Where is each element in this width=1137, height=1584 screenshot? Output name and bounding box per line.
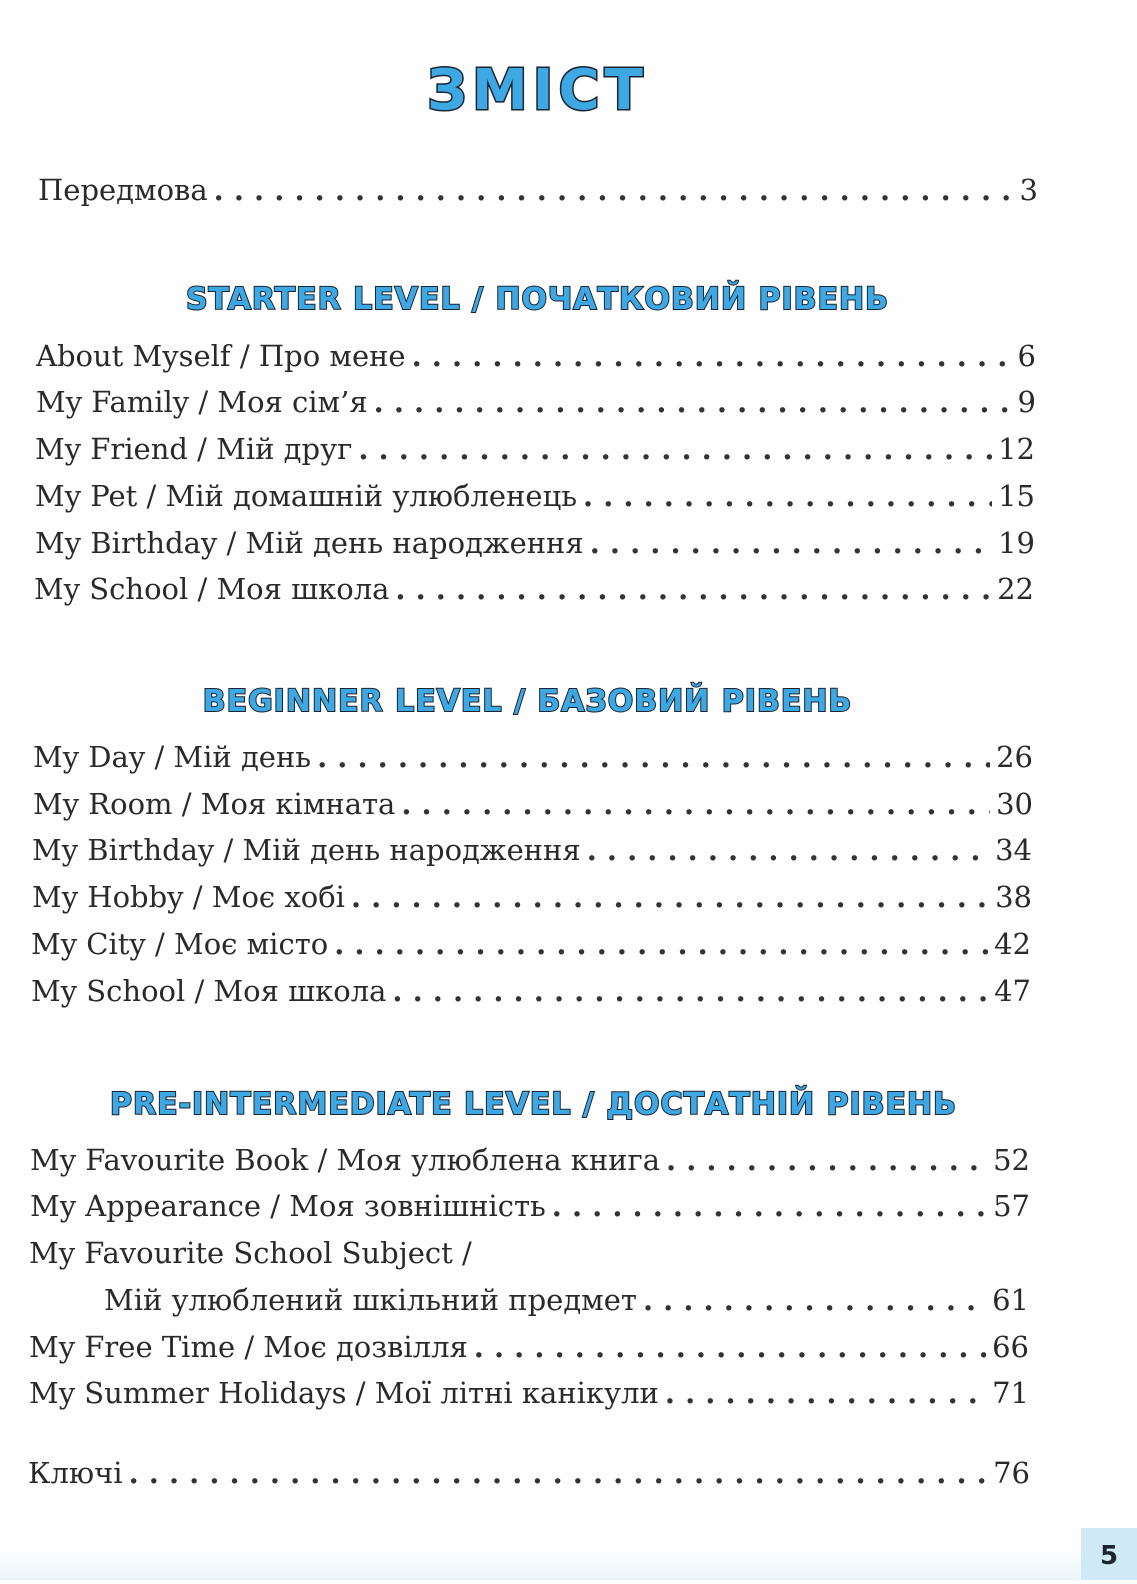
toc-entry-first-line[interactable]: My Favourite School Subject / [29,1236,472,1270]
toc-entry-page: 61 [992,1283,1029,1317]
dot-leader [214,170,1014,210]
toc-entry-text: My Room / Моя кімната [33,787,396,821]
toc-entry-text: My Appearance / Моя зовнішність [30,1189,546,1223]
dot-leader [374,382,1012,422]
toc-entry[interactable] [31,971,1031,1011]
dot-leader [552,1186,987,1226]
toc-entry[interactable] [31,924,1031,964]
dot-leader [583,476,992,516]
dot-leader [666,1140,987,1180]
toc-entry-page: 47 [994,974,1031,1008]
toc-entry-page: 19 [998,526,1035,560]
toc-entry-text: My City / Моє місто [31,927,329,961]
toc-entry-text: My School / Моя школа [34,572,390,606]
dot-leader [334,924,988,964]
toc-entry-text: My Hobby / Моє хобі [32,880,345,914]
toc-entry-page: 6 [1017,339,1036,373]
toc-entry[interactable] [35,476,1035,516]
dot-leader [392,971,988,1011]
toc-entry[interactable] [36,382,1036,422]
dot-leader [351,877,989,917]
toc-entry[interactable] [35,523,1035,563]
dot-leader [317,737,990,777]
toc-entry-text: My Family / Моя сім’я [36,385,368,419]
dot-leader [401,784,990,824]
toc-entry-page: 30 [996,787,1033,821]
toc-entry[interactable] [35,429,1035,469]
section-heading-starter: STARTER LEVEL / ПОЧАТКОВИЙ РІВЕНЬ [185,282,890,317]
toc-entry[interactable] [33,784,1033,824]
dot-leader [643,1280,986,1320]
toc-entry[interactable] [32,830,1032,870]
page-title: ЗМІСТ [427,58,648,123]
toc-entry-text: My Birthday / Мій день народження [32,833,581,867]
dot-leader [412,336,1012,376]
toc-entry-page: 57 [993,1189,1030,1223]
section-heading-beginner: BEGINNER LEVEL / БАЗОВИЙ РІВЕНЬ [202,684,853,719]
page-number: 5 [1081,1528,1137,1580]
toc-entry-page: 26 [996,740,1033,774]
toc-entry-text: My Pet / Мій домашній улюбленець [35,479,578,513]
toc-entry-text: My School / Моя школа [31,974,387,1008]
toc-entry-page: 34 [995,833,1032,867]
toc-entry-page: 9 [1017,385,1036,419]
toc-entry-text: My Summer Holidays / Мої літні канікули [29,1376,659,1410]
toc-entry-page: 52 [993,1143,1030,1177]
dot-leader [395,569,991,609]
dot-leader [590,523,992,563]
toc-entry-keys[interactable] [28,1453,1030,1493]
toc-entry-page: 15 [998,479,1035,513]
toc-entry-text: My Birthday / Мій день народження [35,526,584,560]
toc-entry[interactable] [33,737,1033,777]
dot-leader [587,830,989,870]
toc-entry-preface[interactable] [38,170,1038,210]
dot-leader [474,1327,986,1367]
toc-entry-text: Мій улюблений шкільний предмет [104,1283,637,1317]
toc-entry-page: 76 [993,1456,1030,1490]
toc-entry-page: 12 [998,432,1035,466]
toc-entry-text: My Favourite Book / Моя улюблена книга [30,1143,660,1177]
section-heading-pre-intermediate: PRE-INTERMEDIATE LEVEL / ДОСТАТНІЙ РІВЕНЬ [109,1087,958,1122]
toc-entry-page: 42 [994,927,1031,961]
toc-entry-page: 22 [997,572,1034,606]
toc-entry-page: 38 [995,880,1032,914]
toc-entry-page: 3 [1019,173,1038,207]
bottom-decorative-strip [0,1548,1081,1580]
toc-entry[interactable] [30,1186,1030,1226]
toc-entry-text: About Myself / Про мене [36,339,406,373]
toc-entry[interactable] [29,1327,1029,1367]
toc-entry[interactable] [30,1140,1030,1180]
toc-entry[interactable] [32,877,1032,917]
toc-entry-text: My Day / Мій день [33,740,312,774]
toc-entry[interactable] [34,569,1034,609]
dot-leader [129,1453,988,1493]
toc-entry-page: 71 [992,1376,1029,1410]
toc-entry-page: 66 [992,1330,1029,1364]
toc-entry-text: My Friend / Мій друг [35,432,353,466]
toc-entry[interactable] [36,336,1036,376]
toc-entry-text: Ключі [28,1456,123,1490]
dot-leader [358,429,992,469]
toc-entry-continuation[interactable] [104,1280,1029,1320]
toc-entry-text: My Free Time / Моє дозвілля [29,1330,468,1364]
toc-entry-text: Передмова [38,173,208,207]
toc-entry[interactable] [29,1373,1029,1413]
dot-leader [665,1373,986,1413]
